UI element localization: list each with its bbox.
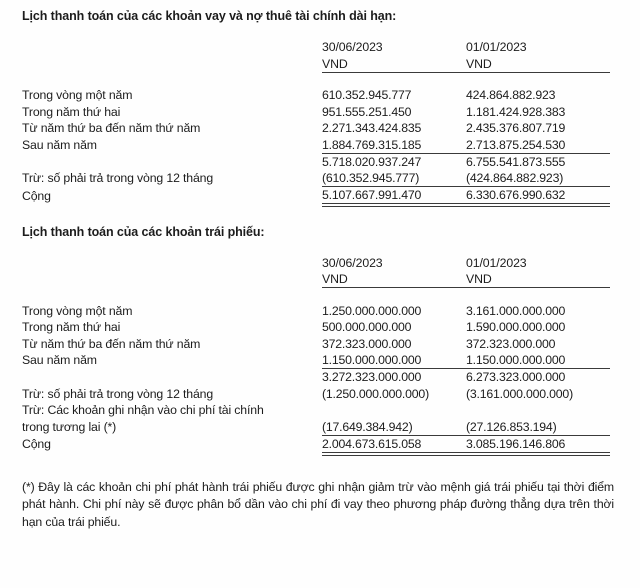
row-value-col2: 1.150.000.000.000 (466, 352, 566, 367)
table-row (22, 103, 610, 120)
table-row (22, 352, 610, 369)
deduction-value-col2: (27.126.853.194) (466, 419, 557, 434)
total-label: Cộng (22, 437, 51, 452)
header-rule-row (22, 288, 610, 298)
deduction-line1-blank-col1 (322, 402, 466, 419)
deduction-value-col1: (610.352.945.777) (322, 170, 420, 185)
loans-payment-schedule-table (22, 39, 610, 204)
header-spacer (22, 39, 322, 56)
total-row (22, 187, 610, 204)
header-rule-row (22, 72, 610, 82)
subtotal-value-col1: 5.718.020.937.247 (322, 153, 466, 170)
row-value-col1: 610.352.945.777 (322, 88, 412, 103)
row-value-col1: 951.555.251.450 (322, 104, 412, 119)
column-header-currency-2: VND (466, 271, 492, 286)
subtotal-value-col2: 6.273.323.000.000 (466, 369, 610, 386)
deduction-value-col2: (3.161.000.000.000) (466, 386, 573, 401)
header-rule-col1 (322, 288, 466, 298)
row-value-col2: 1.181.424.928.383 (466, 104, 566, 119)
row-label: Từ năm thứ ba đến năm thứ năm (22, 121, 201, 136)
row-value-col1: 372.323.000.000 (322, 336, 412, 351)
deduction-value-col1: (1.250.000.000.000) (322, 386, 429, 401)
table-row (22, 335, 610, 352)
row-value-col1: 1.884.769.315.185 (322, 137, 422, 152)
header-spacer (22, 254, 322, 271)
row-value-col1: 1.250.000.000.000 (322, 303, 422, 318)
row-value-col1: 2.271.343.424.835 (322, 121, 422, 136)
deduction-row-line1 (22, 402, 610, 419)
column-header-currency-1: VND (322, 56, 348, 71)
header-rule-col1 (322, 72, 466, 82)
row-label: Từ năm thứ ba đến năm thứ năm (22, 336, 201, 351)
column-header-currency-1: VND (322, 271, 348, 286)
row-label: Trong năm thứ hai (22, 320, 121, 335)
deduction-row (22, 170, 610, 187)
row-value-col2: 372.323.000.000 (466, 336, 556, 351)
subtotal-value-col2: 6.755.541.873.555 (466, 153, 610, 170)
deduction-line1-blank-col2 (466, 402, 610, 419)
row-label: Trong vòng một năm (22, 88, 133, 103)
deduction-row-line2 (22, 419, 610, 436)
row-label: Sau năm năm (22, 138, 97, 153)
deduction-value-col2: (424.864.882.923) (466, 170, 564, 185)
row-value-col1: 500.000.000.000 (322, 320, 412, 335)
column-header-date-1: 30/06/2023 (322, 255, 383, 270)
column-header-date-2: 01/01/2023 (466, 40, 527, 55)
total-value-col2: 3.085.196.146.806 (466, 435, 610, 452)
footnote-bond-issuance-costs: (*) Đây là các khoản chi phí phát hành trái phiếu được ghi nhận giảm trừ vào mệnh giá trái phiếu tại thời điểm phát hành. Chi phí này sẽ được phân bổ dần vào chi phí đi vay theo phương pháp đường thẳng dựa trên thời hạn của trái phiếu. (22, 479, 614, 529)
deduction-label-line1: Trừ: Các khoản ghi nhận vào chi phí tài chính (22, 403, 264, 418)
row-label: Sau năm năm (22, 353, 97, 368)
header-spacer (22, 271, 322, 288)
total-value-col1: 5.107.667.991.470 (322, 187, 466, 204)
total-label: Cộng (22, 188, 51, 203)
subtotal-label (22, 369, 322, 386)
table-row (22, 120, 610, 137)
column-header-date-2: 01/01/2023 (466, 255, 527, 270)
table-header-currency-row (22, 271, 610, 288)
column-header-currency-2: VND (466, 56, 492, 71)
deduction-label: Trừ: số phải trả trong vòng 12 tháng (22, 171, 214, 186)
section-title-loans: Lịch thanh toán của các khoản vay và nợ thuê tài chính dài hạn: (22, 9, 397, 23)
table-row (22, 302, 610, 319)
total-value-col1: 2.004.673.615.058 (322, 435, 466, 452)
table-row (22, 137, 610, 154)
row-value-col2: 1.590.000.000.000 (466, 320, 566, 335)
row-value-col2: 3.161.000.000.000 (466, 303, 566, 318)
row-label: Trong năm thứ hai (22, 104, 121, 119)
row-label: Trong vòng một năm (22, 303, 133, 318)
header-rule-col2 (466, 288, 610, 298)
rule-spacer (22, 288, 322, 298)
table-header-date-row (22, 39, 610, 56)
subtotal-row (22, 369, 610, 386)
row-value-col1: 1.150.000.000.000 (322, 352, 422, 367)
row-value-col2: 2.435.376.807.719 (466, 121, 566, 136)
deduction-label: Trừ: số phải trả trong vòng 12 tháng (22, 386, 214, 401)
bonds-payment-schedule-table (22, 254, 610, 453)
column-header-date-1: 30/06/2023 (322, 40, 383, 55)
rule-spacer (22, 72, 322, 82)
subtotal-label (22, 153, 322, 170)
deduction-label-line2: trong tương lai (*) (22, 420, 117, 435)
row-value-col2: 424.864.882.923 (466, 88, 556, 103)
deduction-value-col1: (17.649.384.942) (322, 419, 413, 434)
header-spacer (22, 56, 322, 73)
table-row (22, 87, 610, 104)
deduction-row (22, 385, 610, 402)
row-value-col2: 2.713.875.254.530 (466, 137, 566, 152)
table-row (22, 319, 610, 336)
table-header-currency-row (22, 56, 610, 73)
subtotal-value-col1: 3.272.323.000.000 (322, 369, 466, 386)
table-header-date-row (22, 254, 610, 271)
total-row (22, 435, 610, 452)
header-rule-col2 (466, 72, 610, 82)
subtotal-row (22, 153, 610, 170)
section-title-bonds: Lịch thanh toán của các khoản trái phiếu: (22, 225, 265, 240)
total-value-col2: 6.330.676.990.632 (466, 187, 610, 204)
